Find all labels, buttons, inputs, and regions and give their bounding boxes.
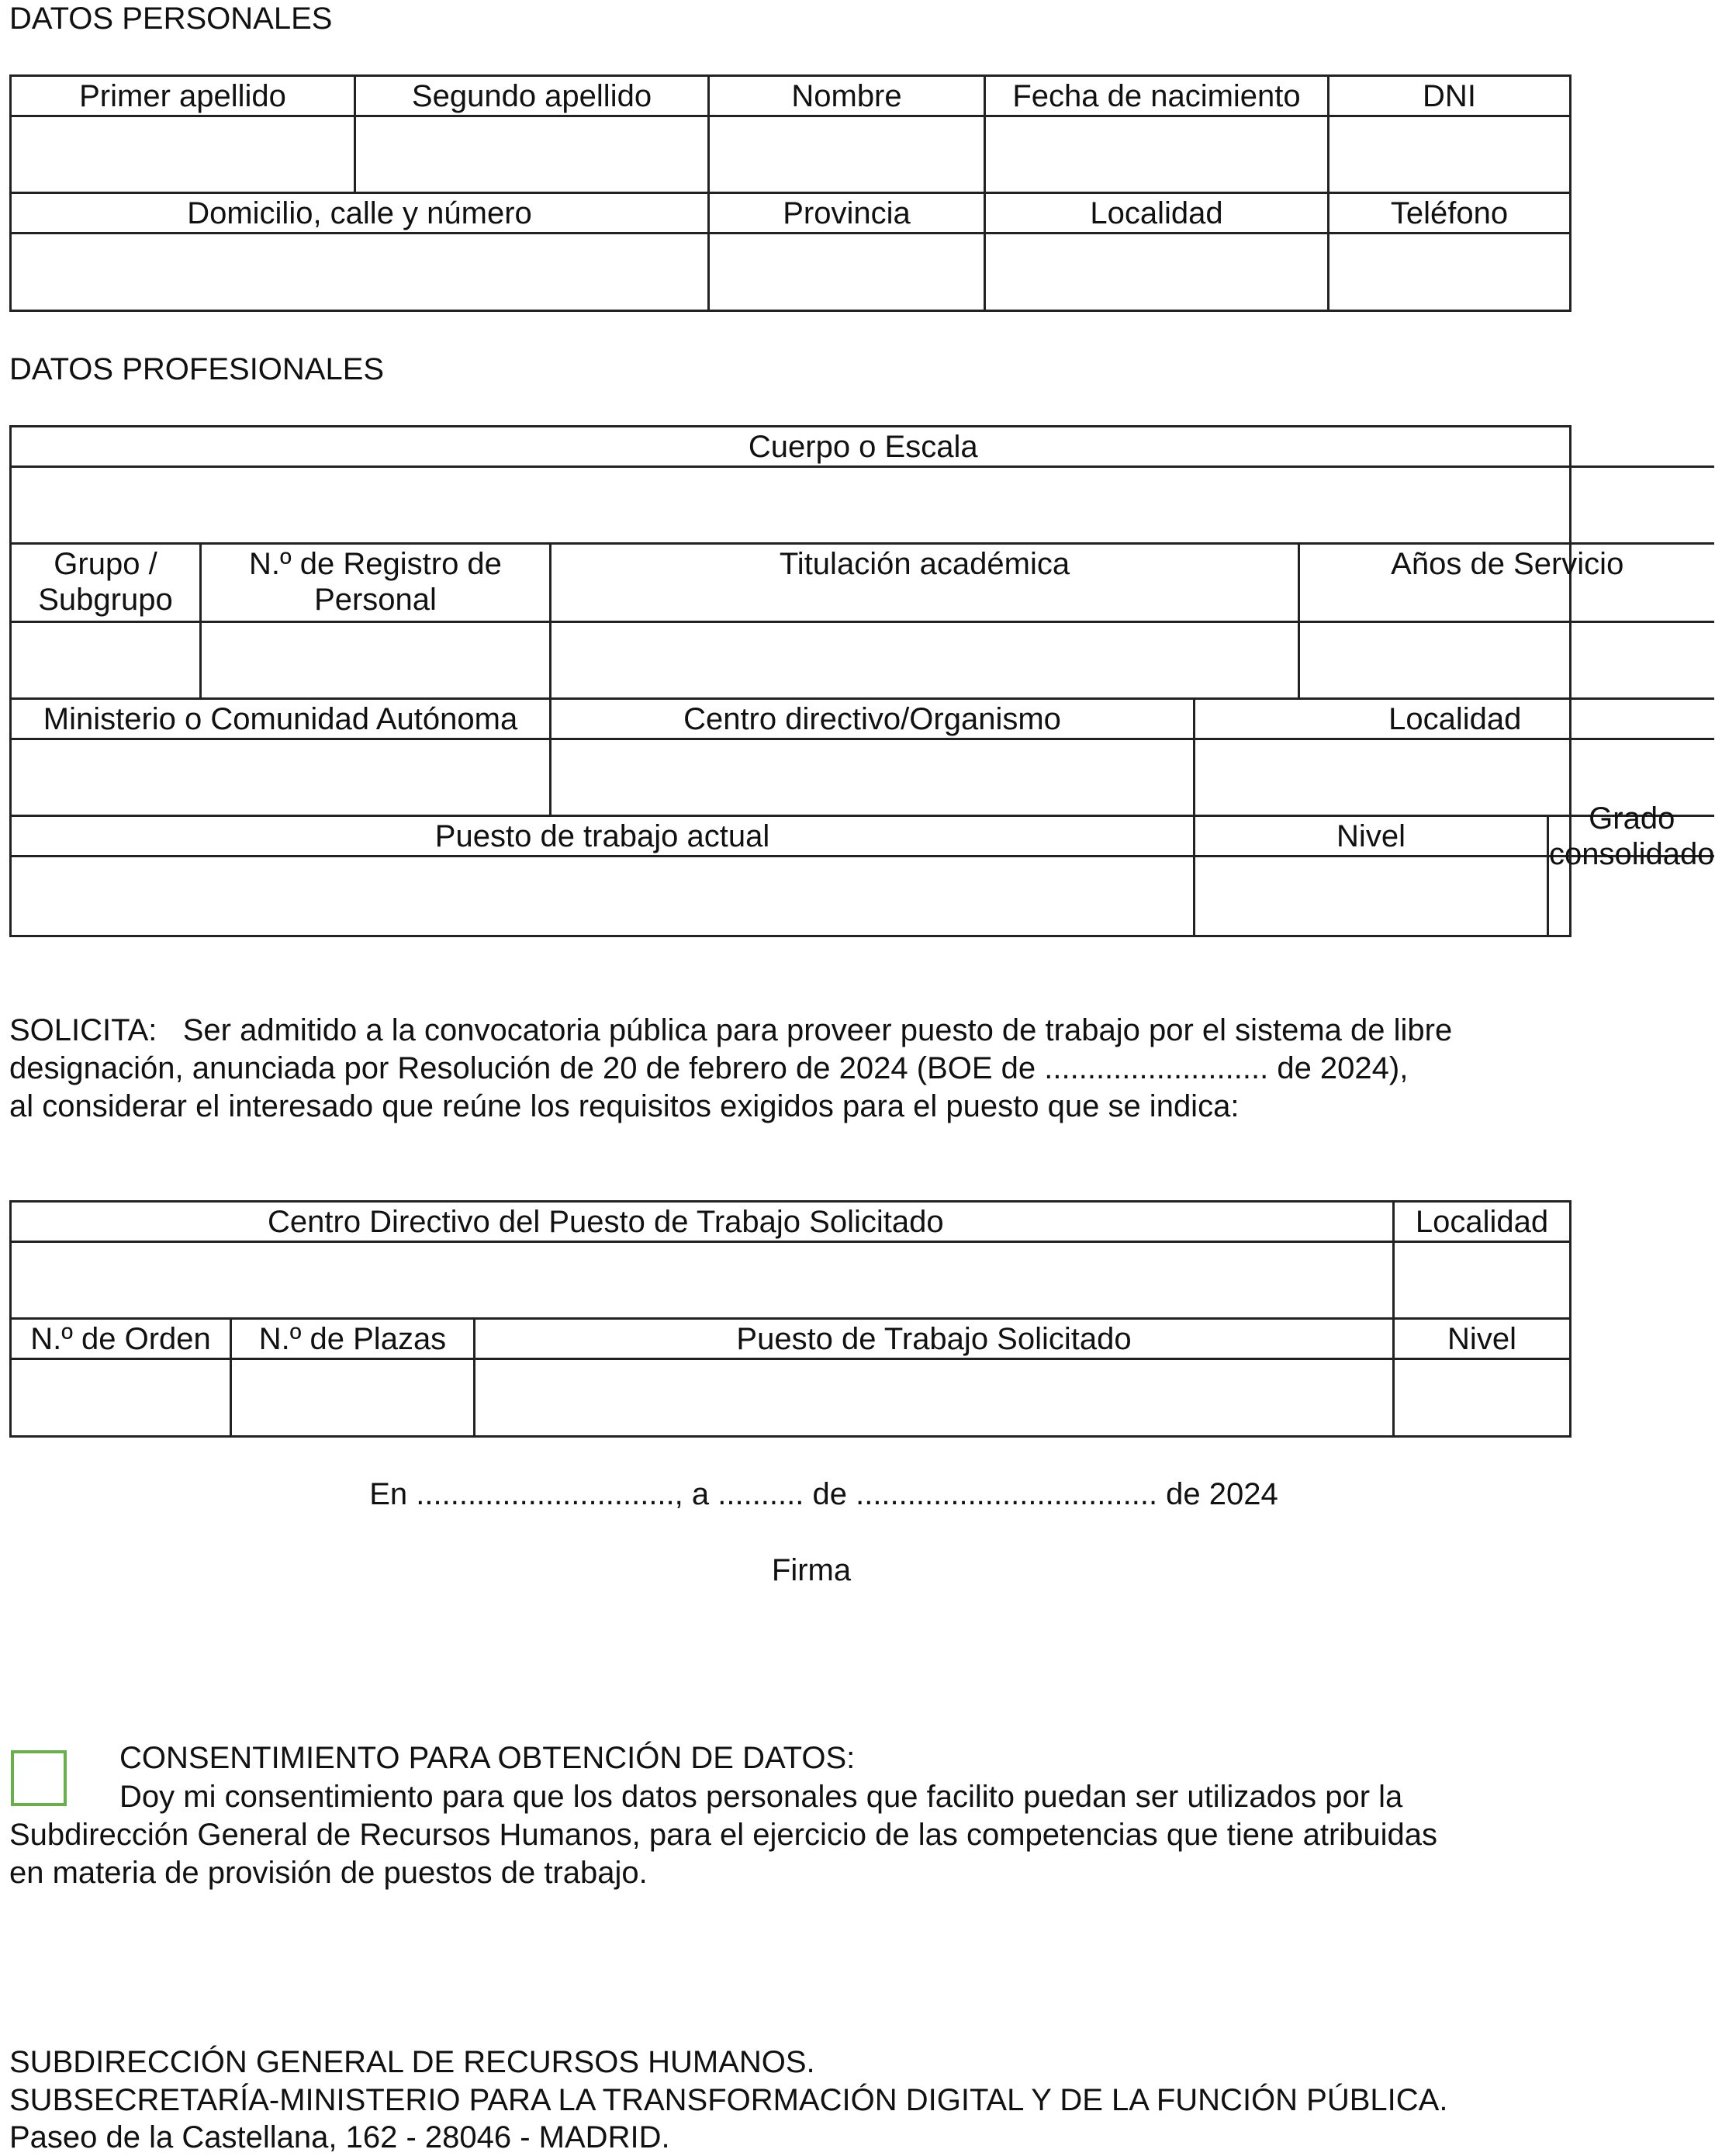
header-telefono: Teléfono <box>1329 194 1569 234</box>
personal-data-table <box>9 74 1572 312</box>
solicita-paragraph <box>9 1012 1568 1126</box>
input-primer-apellido[interactable] <box>12 117 356 194</box>
input-numero-plazas[interactable] <box>232 1360 475 1435</box>
input-puesto-solicitado[interactable] <box>475 1360 1395 1435</box>
header-centro-directivo: Centro directivo/Organismo <box>551 700 1195 740</box>
input-puesto-actual[interactable] <box>12 857 1195 935</box>
consent-title: CONSENTIMIENTO PARA OBTENCIÓN DE DATOS: <box>119 1741 856 1775</box>
header-dni: DNI <box>1329 77 1569 117</box>
input-dni[interactable] <box>1329 117 1569 194</box>
date-line: En .............................., a .......... de ................................... de 2024 <box>369 1477 1278 1511</box>
consent-line-2: Subdirección General de Recursos Humanos, para el ejercicio de las competencias que tiene atribuidas <box>9 1818 1438 1852</box>
input-cuerpo-escala[interactable] <box>12 468 1714 545</box>
header-numero-plazas: N.º de Plazas <box>232 1320 475 1360</box>
header-anos-servicio: Años de Servicio <box>1300 545 1714 623</box>
input-centro-directivo-solicitado[interactable] <box>12 1243 1395 1320</box>
solicita-line-3: al considerar el interesado que reúne los requisitos exigidos para el puesto que se indica: <box>9 1089 1240 1123</box>
header-grado-consolidado: Grado consolidado <box>1549 801 1715 871</box>
header-segundo-apellido: Segundo apellido <box>356 77 710 117</box>
input-anos-servicio[interactable] <box>1300 623 1714 700</box>
personal-section-title: DATOS PERSONALES <box>9 2 333 36</box>
input-nombre[interactable] <box>710 117 986 194</box>
consent-line-1: Doy mi consentimiento para que los datos personales que facilito puedan ser utilizados por la <box>119 1780 1403 1814</box>
requested-position-table <box>9 1200 1572 1438</box>
input-localidad[interactable] <box>986 234 1329 310</box>
header-nivel-solicitado: Nivel <box>1395 1320 1569 1360</box>
header-centro-directivo-solicitado: Centro Directivo del Puesto de Trabajo Solicitado <box>12 1203 1395 1243</box>
input-numero-orden[interactable] <box>12 1360 232 1435</box>
header-puesto-actual: Puesto de trabajo actual <box>12 817 1195 857</box>
header-ministerio: Ministerio o Comunidad Autónoma <box>12 700 551 740</box>
footer-line-2: SUBSECRETARÍA-MINISTERIO PARA LA TRANSFORMACIÓN DIGITAL Y DE LA FUNCIÓN PÚBLICA. <box>9 2083 1448 2117</box>
input-registro-personal[interactable] <box>202 623 551 700</box>
header-provincia: Provincia <box>710 194 986 234</box>
header-localidad-solicitada: Localidad <box>1395 1203 1569 1243</box>
consent-line-3: en materia de provisión de puestos de trabajo. <box>9 1856 648 1890</box>
consent-paragraph <box>9 1778 1568 1892</box>
input-centro-directivo[interactable] <box>551 740 1195 817</box>
header-localidad: Localidad <box>986 194 1329 234</box>
header-nivel: Nivel <box>1195 817 1549 857</box>
input-telefono[interactable] <box>1329 234 1569 310</box>
input-domicilio[interactable] <box>12 234 710 310</box>
header-nombre: Nombre <box>710 77 986 117</box>
input-segundo-apellido[interactable] <box>356 117 710 194</box>
solicita-line-1: SOLICITA: Ser admitido a la convocatoria pública para proveer puesto de trabajo por el sistema de libre <box>9 1013 1453 1047</box>
signature-label: Firma <box>771 1553 852 1587</box>
header-registro-personal: N.º de Registro de Personal <box>202 545 551 623</box>
header-primer-apellido: Primer apellido <box>12 77 356 117</box>
header-numero-orden: N.º de Orden <box>12 1320 232 1360</box>
header-puesto-solicitado: Puesto de Trabajo Solicitado <box>475 1320 1395 1360</box>
header-titulacion: Titulación académica <box>551 545 1300 623</box>
input-grado-consolidado[interactable] <box>1549 857 1714 935</box>
input-grupo-subgrupo[interactable] <box>12 623 202 700</box>
input-titulacion[interactable] <box>551 623 1300 700</box>
input-provincia[interactable] <box>710 234 986 310</box>
footer-line-3: Paseo de la Castellana, 162 - 28046 - MADRID. <box>9 2120 670 2154</box>
header-grupo-subgrupo: Grupo / Subgrupo <box>12 545 202 623</box>
footer-line-1: SUBDIRECCIÓN GENERAL DE RECURSOS HUMANOS. <box>9 2045 815 2079</box>
header-cuerpo-escala: Cuerpo o Escala <box>12 427 1714 468</box>
input-localidad-solicitada[interactable] <box>1395 1243 1569 1320</box>
header-domicilio: Domicilio, calle y número <box>12 194 710 234</box>
input-fecha-nacimiento[interactable] <box>986 117 1329 194</box>
solicita-line-2: designación, anunciada por Resolución de 20 de febrero de 2024 (BOE de .......................... de 2024), <box>9 1051 1409 1085</box>
input-nivel-solicitado[interactable] <box>1395 1360 1569 1435</box>
header-fecha-nacimiento: Fecha de nacimiento <box>986 77 1329 117</box>
input-ministerio[interactable] <box>12 740 551 817</box>
professional-section-title: DATOS PROFESIONALES <box>9 352 385 386</box>
professional-data-table <box>9 425 1715 937</box>
header-localidad-prof: Localidad <box>1195 700 1714 740</box>
input-nivel[interactable] <box>1195 857 1549 935</box>
